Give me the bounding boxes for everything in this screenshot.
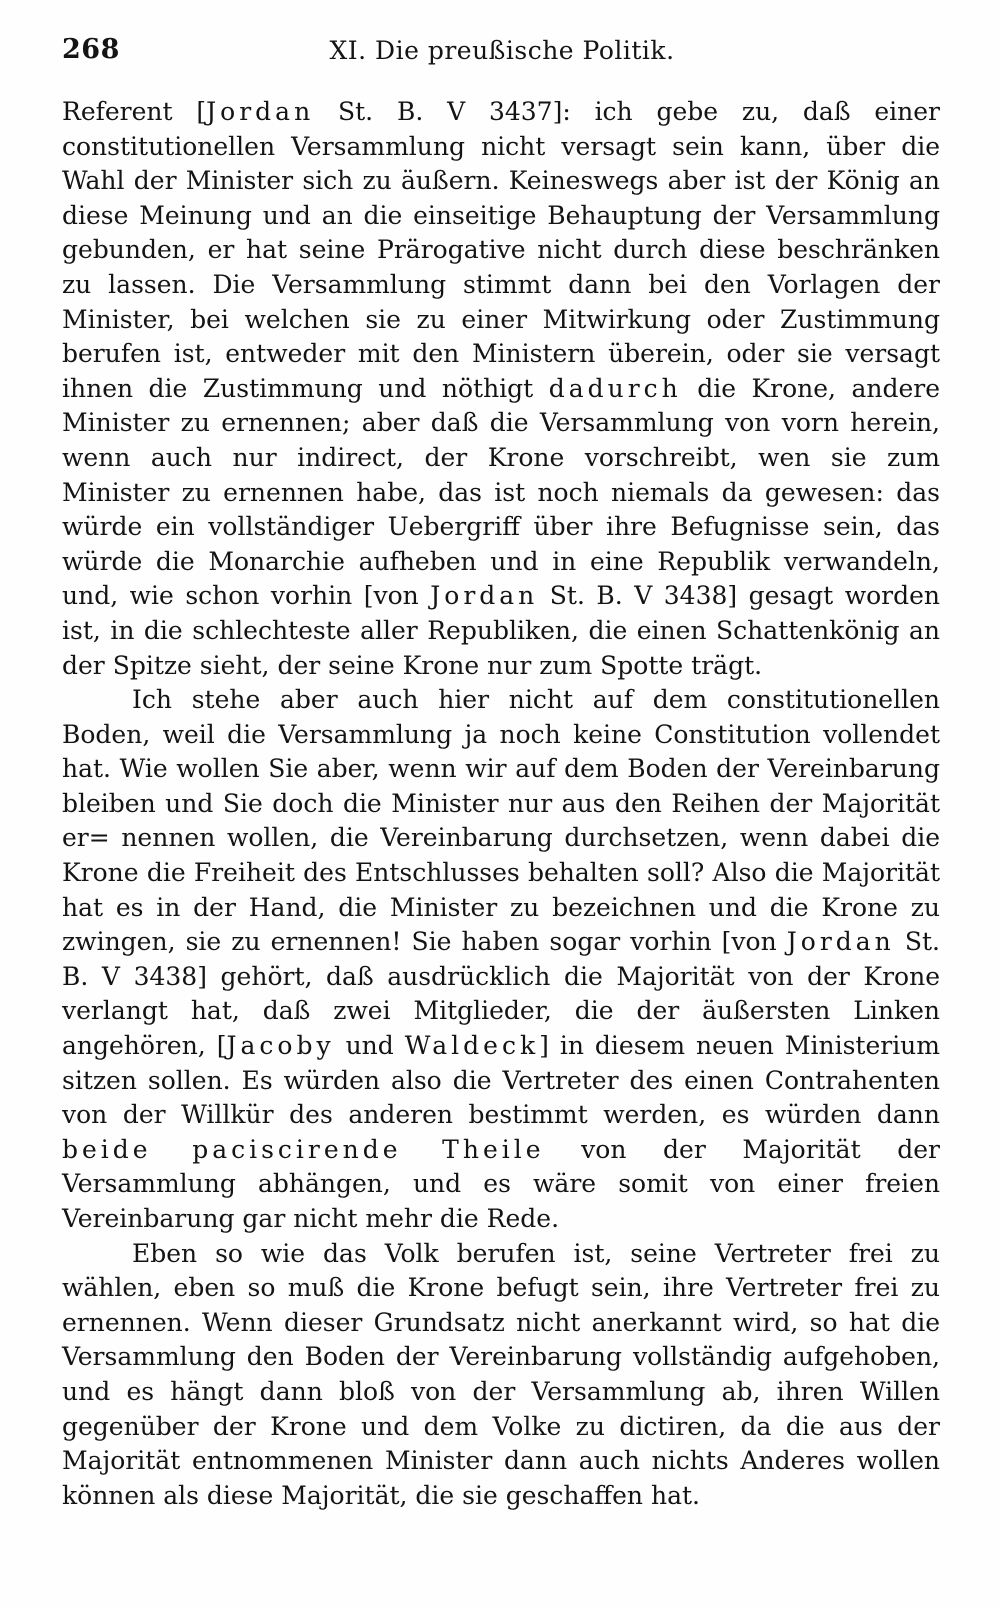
emphasized-text: dadurch <box>548 373 682 403</box>
text-run: und <box>334 1031 405 1061</box>
text-run: St. B. V 3438] gehört, daß ausdrücklich die Majorität von der Krone verlangt hat, daß zwei Mitglieder, die der äußersten Linken angehören, [ <box>62 927 940 1061</box>
page-number: 268 <box>62 34 120 65</box>
emphasized-text: Jordan <box>786 927 895 957</box>
paragraph-1 <box>62 95 940 683</box>
emphasized-text: beide paciscirende Theile <box>62 1134 545 1164</box>
emphasized-text: Waldeck <box>404 1031 540 1061</box>
paragraph-2 <box>62 683 940 1237</box>
emphasized-text: Jacoby <box>226 1031 335 1061</box>
page-header <box>62 34 942 74</box>
text-run: St. B. V 3438] gesagt worden ist, in die schlechteste aller Republiken, die einen Schattenkönig an der Spitze sieht, der seine Krone nur zum Spotte trägt. <box>62 581 941 680</box>
paragraph-3 <box>62 1237 940 1514</box>
text-run: St. B. V 3437]: ich gebe zu, daß einer constitutionellen Versammlung nicht versagt sein kann, über die Wahl der Minister sich zu äußern. Keineswegs aber ist der König an diese Meinung und an die einseitige Behauptung der Versammlung gebunden, er hat seine Prärogative nicht durch diese beschränken zu lassen. Die Versammlung stimmt dann bei den Vorlagen der Minister, bei welchen sie zu einer Mitwirkung oder Zustimmung berufen ist, entweder mit den Ministern überein, oder sie versagt ihnen die Zustimmung und nöthigt <box>62 97 940 403</box>
text-run: ] in diesem neuen Ministerium sitzen sollen. Es würden also die Vertreter des einen Contrahenten von der Willkür des anderen bestimmt werden, es würden dann <box>62 1031 940 1130</box>
emphasized-text: Jordan <box>206 97 315 126</box>
text-run: Ich stehe aber auch hier nicht auf dem constitutionellen Boden, weil die Versammlung ja noch keine Constitution vollendet hat. Wie wollen Sie aber, wenn wir auf dem Boden der Vereinbarung bleiben und Sie doch die Minister nur aus den Reihen der Majorität er= nennen wollen, die Vereinbarung durchsetzen, wenn dabei die Krone die Freiheit des Entschlusses behalten soll? Also die Majorität hat es in der Hand, die Minister zu bezeichnen und die Krone zu zwingen, sie zu ernennen! Sie haben sogar vorhin [von <box>62 685 940 957</box>
running-head: XI. Die preußische Politik. <box>329 36 675 65</box>
emphasized-text: Jordan <box>430 581 539 611</box>
text-run: die Krone, andere Minister zu ernennen; aber daß die Versammlung von vorn herein, wenn auch nur indirect, der Krone vorschreibt, wen sie zum Minister zu ernennen habe, das ist noch niemals da gewesen: das würde ein vollständiger Uebergriff über ihre Befugnisse sein, das würde die Monarchie aufheben und in eine Republik verwandeln, und, wie schon vorhin [von <box>62 373 940 611</box>
body-text <box>62 95 940 1513</box>
text-run: Eben so wie das Volk berufen ist, seine Vertreter frei zu wählen, eben so muß die Krone befugt sein, ihre Vertreter frei zu ernennen. Wenn dieser Grundsatz nicht anerkannt wird, so hat die Versammlung den Boden der Vereinbarung vollständig aufgehoben, und es hängt dann bloß von der Versammlung ab, ihren Willen gegenüber der Krone und dem Volke zu dictiren, da die aus der Majorität entnommenen Minister dann auch nichts Anderes wollen können als diese Majorität, die sie geschaffen hat. <box>62 1238 940 1510</box>
text-run: Referent [ <box>62 97 207 126</box>
text-run: von der Majorität der Versammlung abhängen, und es wäre somit von einer freien Vereinbarung gar nicht mehr die Rede. <box>62 1134 940 1233</box>
